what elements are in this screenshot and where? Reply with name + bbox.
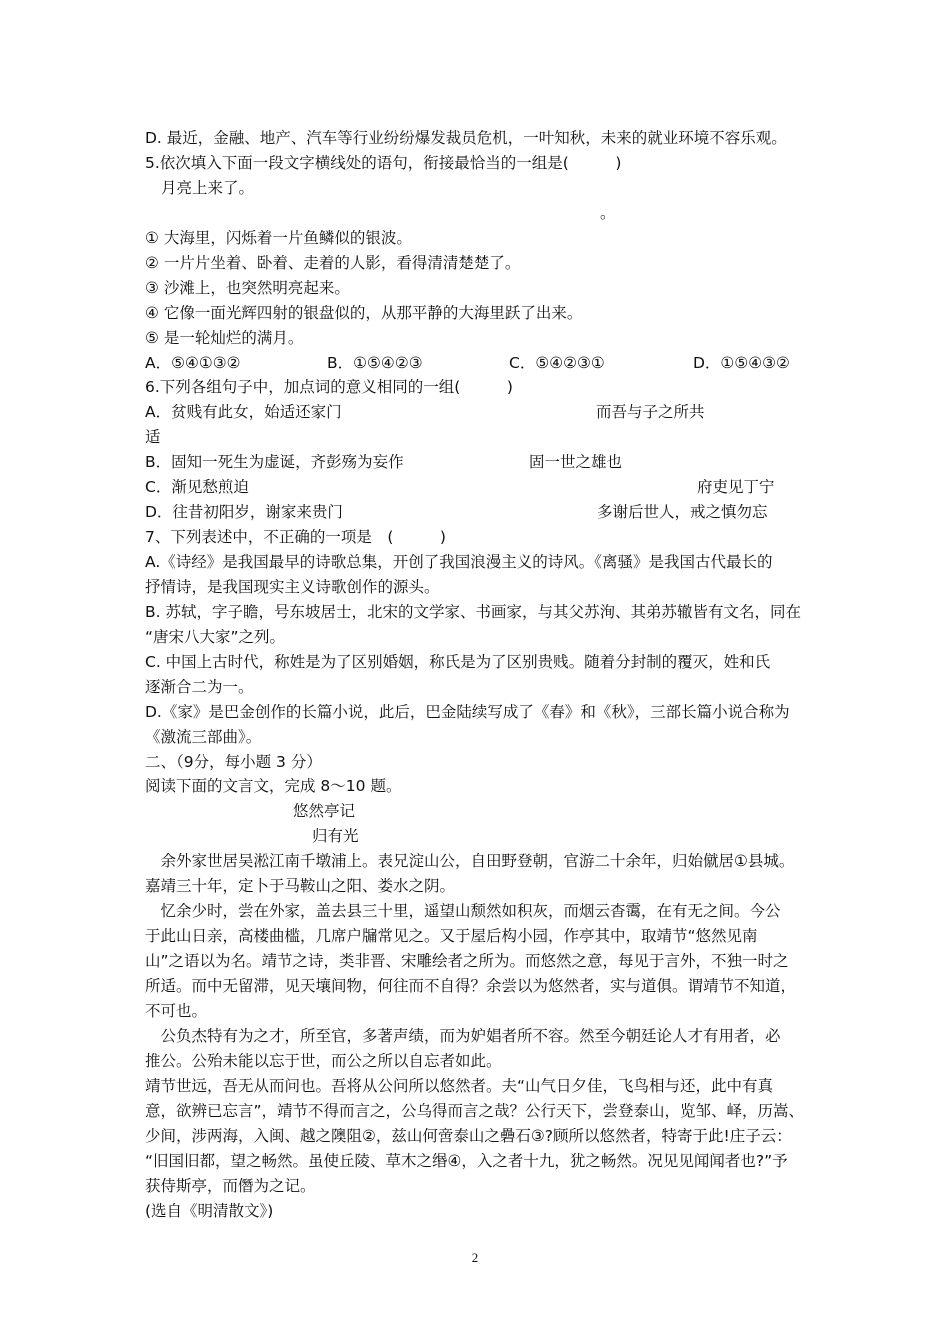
q7-stem: 7、下列表述中，不正确的一项是 ( ) xyxy=(145,528,446,546)
q5-choice-c: C．⑤④②③① xyxy=(509,354,605,372)
q5-blank-period: 。 xyxy=(600,204,616,222)
q4-option-d: D. 最近，金融、地产、汽车等行业纷纷爆发裁员危机，一叶知秋，未来的就业环境不容乐观。 xyxy=(145,129,787,147)
section-heading: 二、（9分，每小题 3 分） xyxy=(145,753,322,771)
q5-choice-a: A．⑤④①③② xyxy=(145,354,241,372)
q5-item: ② 一片片坐着、卧着、走着的人影，看得清清楚楚了。 xyxy=(145,254,521,272)
q7-option-a-cont: 抒情诗，是我国现实主义诗歌创作的源头。 xyxy=(145,578,440,596)
essay-line: 于此山日亲，高楼曲槛，几席户牖常见之。又于屋后构小园，作亭其中，取靖节“悠然见南 xyxy=(145,927,758,945)
q5-item: ⑤ 是一轮灿烂的满月。 xyxy=(145,329,304,347)
q5-choice-b: B．①⑤④②③ xyxy=(327,354,423,372)
essay-title: 悠然亭记 xyxy=(293,802,356,820)
essay-line: 获侍斯亭，而僭为之记。 xyxy=(145,1177,316,1195)
essay-line: 意，欲辨已忘言”，靖节不得而言之，公乌得而言之哉？公行天下，尝登泰山，览邹、峄，历嵩、 xyxy=(145,1102,805,1120)
essay-line: 嘉靖三十年，定卜于马鞍山之阳、娄水之阴。 xyxy=(145,877,456,895)
q7-option-b-cont: “唐宋八大家”之列。 xyxy=(145,628,286,646)
q6-option-a-right: 而吾与子之所共 xyxy=(596,403,705,421)
q7-option-d-cont: 《激流三部曲》。 xyxy=(145,728,262,746)
q5-stem: 5.依次填入下面一段文字横线处的语句，衔接最恰当的一组是( ) xyxy=(145,154,622,172)
q7-option-c: C. 中国上古时代，称姓是为了区别婚姻，称氏是为了区别贵贱。随着分封制的覆灭，姓和氏 xyxy=(145,653,771,671)
q5-item: ③ 沙滩上，也突然明亮起来。 xyxy=(145,279,350,297)
essay-line: “旧国旧都，望之畅然。虽使丘陵、草木之缗④，入之者十九，犹之畅然。况见见闻闻者也?”予 xyxy=(145,1152,788,1170)
q6-option-c-right: 府吏见丁宁 xyxy=(697,478,775,496)
page-number: 2 xyxy=(471,1250,479,1265)
q6-option-b-left: B．固知一死生为虚诞，齐彭殇为妄作 xyxy=(145,453,404,471)
q5-item: ① 大海里，闪烁着一片鱼鳞似的银波。 xyxy=(145,229,412,247)
q6-option-b-right: 固一世之雄也 xyxy=(529,453,623,471)
q6-option-a-left: A．贫贱有此女，始适还家门 xyxy=(145,403,342,421)
q7-option-c-cont: 逐渐合二为一。 xyxy=(145,678,254,696)
essay-line: 公负杰特有为之才，所至官，多著声绩，而为妒娼者所不容。然至今朝廷论人才有用者，必 xyxy=(145,1027,781,1045)
essay-line: 所适。而中无留滞，见天壤间物，何往而不自得？余尝以为悠然者，实与道俱。谓靖节不知道， xyxy=(145,977,797,995)
essay-line: 山”之语以为名。靖节之诗，类非晋、宋雕绘者之所为。而悠然之意，每见于言外，不独一时之 xyxy=(145,952,789,970)
essay-source: (选自《明清散文》) xyxy=(145,1202,274,1220)
essay-line: 余外家世居吴淞江南千墩浦上。表兄淀山公，自田野登朝，官游二十余年，归始僦居①县城。 xyxy=(145,852,795,870)
q6-option-c-left: C．渐见愁煎迫 xyxy=(145,478,249,496)
q5-item: ④ 它像一面光辉四射的银盘似的，从那平静的大海里跃了出来。 xyxy=(145,304,583,322)
q6-option-d-right: 多谢后世人，戒之慎勿忘 xyxy=(597,503,768,521)
section-intro: 阅读下面的文言文，完成 8～10 题。 xyxy=(145,777,402,795)
essay-line: 少间，涉两海，入闽、越之隩阻②，兹山何啻泰山之礨石③?顾所以悠然者，特寄于此!庄子云： xyxy=(145,1127,792,1145)
essay-line: 推公。公殆未能以忘于世，而公之所以自忘者如此。 xyxy=(145,1052,502,1070)
q6-option-a-cont: 适 xyxy=(145,428,161,446)
q7-option-d: D.《家》是巴金创作的长篇小说，此后，巴金陆续写成了《春》和《秋》，三部长篇小说合称为 xyxy=(145,703,790,721)
essay-line: 靖节世远，吾无从而问也。吾将从公问所以悠然者。夫“山气日夕佳，飞鸟相与还，此中有真 xyxy=(145,1077,774,1095)
q7-option-b: B. 苏轼，字子瞻，号东坡居士，北宋的文学家、书画家，与其父苏洵、其弟苏辙皆有文名，同在 xyxy=(145,603,801,621)
essay-author: 归有光 xyxy=(312,827,359,845)
q7-option-a: A.《诗经》是我国最早的诗歌总集，开创了我国浪漫主义的诗风。《离骚》是我国古代最长的 xyxy=(145,553,773,571)
q5-lead: 月亮上来了。 xyxy=(161,179,255,197)
essay-line: 忆余少时，尝在外家，盖去县三十里，遥望山颓然如积灰，而烟云杳霭，在有无之间。今公 xyxy=(145,902,781,920)
q5-choice-d: D．①⑤④③② xyxy=(693,354,790,372)
q6-option-d-left: D．往昔初阳岁，谢家来贵门 xyxy=(145,503,343,521)
q6-stem: 6.下列各组句子中，加点词的意义相同的一组( ) xyxy=(145,378,513,396)
essay-line: 不可也。 xyxy=(145,1002,208,1020)
